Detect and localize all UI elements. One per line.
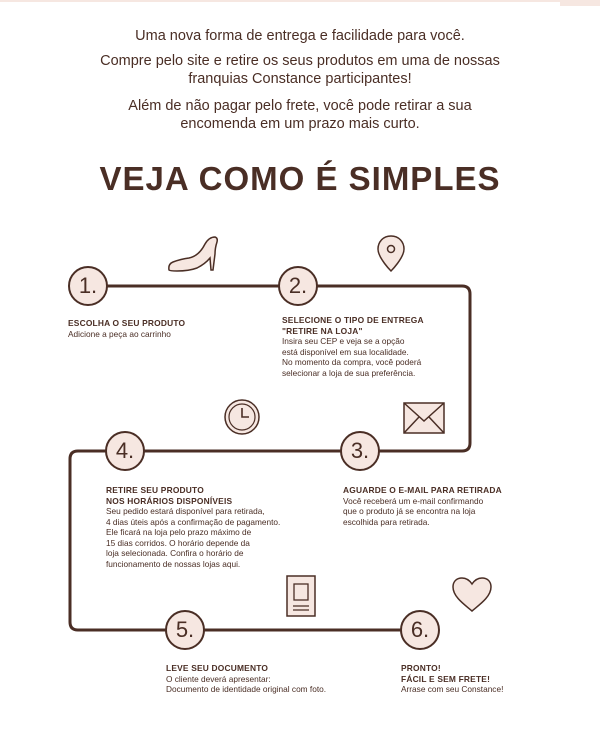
- step-1: [68, 318, 185, 339]
- step-2-number: 2.: [278, 266, 318, 306]
- map-pin-icon: [376, 234, 406, 274]
- intro-line-1: Uma nova forma de entrega e facilidade para você.: [135, 28, 465, 44]
- step-2-title: SELECIONE O TIPO DE ENTREGA "RETIRE NA LOJA": [282, 315, 424, 336]
- step-4-number: 4.: [105, 431, 145, 471]
- step-3-body: Você receberá um e-mail confirmando que o produto já se encontra na loja escolhida para retirada.: [343, 495, 484, 527]
- step-4-title: RETIRE SEU PRODUTO NOS HORÁRIOS DISPONÍVEIS: [106, 485, 233, 506]
- id-card-icon: [286, 575, 316, 617]
- step-3: [343, 485, 563, 527]
- step-4-body: Seu pedido estará disponível para retirada, 4 dias úteis após a confirmação de pagamento. Ele ficará na loja pelo prazo máximo de 15 dias corridos. O horário depende da loja selecionada. Confira o horário de funcionamento de nossas lojas aqui.: [106, 506, 281, 569]
- step-6-number: 6.: [400, 610, 440, 650]
- step-5-title: LEVE SEU DOCUMENTO: [166, 663, 269, 673]
- step-5-body: O cliente deverá apresentar: Documento de identidade original com foto.: [166, 673, 327, 694]
- envelope-icon: [403, 402, 445, 434]
- heart-icon: [451, 576, 493, 614]
- step-2-body: Insira seu CEP e veja se a opção está disponível em sua localidade. No momento da compra, você poderá selecionar a loja de sua preferência.: [282, 336, 422, 378]
- step-6-title: PRONTO! FÁCIL E SEM FRETE!: [401, 663, 491, 684]
- page-title: VEJA COMO É SIMPLES: [99, 160, 501, 197]
- clock-icon: [222, 397, 262, 437]
- step-5-number: 5.: [165, 610, 205, 650]
- step-6-body: Arrase com seu Constance!: [401, 684, 504, 694]
- step-2: [282, 315, 482, 378]
- step-5: [166, 663, 386, 695]
- intro-line-4: Além de não pagar pelo frete, você pode retirar a sua: [128, 98, 472, 114]
- intro-line-5: encomenda em um prazo mais curto.: [180, 116, 420, 132]
- intro-line-3: franquias Constance participantes!: [188, 71, 412, 87]
- step-1-title: ESCOLHA O SEU PRODUTO: [68, 318, 186, 328]
- step-1-body: Adicione a peça ao carrinho: [68, 328, 171, 339]
- step-1-number: 1.: [68, 266, 108, 306]
- step-3-title: AGUARDE O E-MAIL PARA RETIRADA: [343, 485, 502, 495]
- step-4: [106, 485, 336, 569]
- intro-line-2: Compre pelo site e retire os seus produtos em uma de nossas: [100, 53, 500, 69]
- step-6: [401, 663, 561, 695]
- step-3-number: 3.: [340, 431, 380, 471]
- high-heel-shoe-icon: [165, 234, 221, 274]
